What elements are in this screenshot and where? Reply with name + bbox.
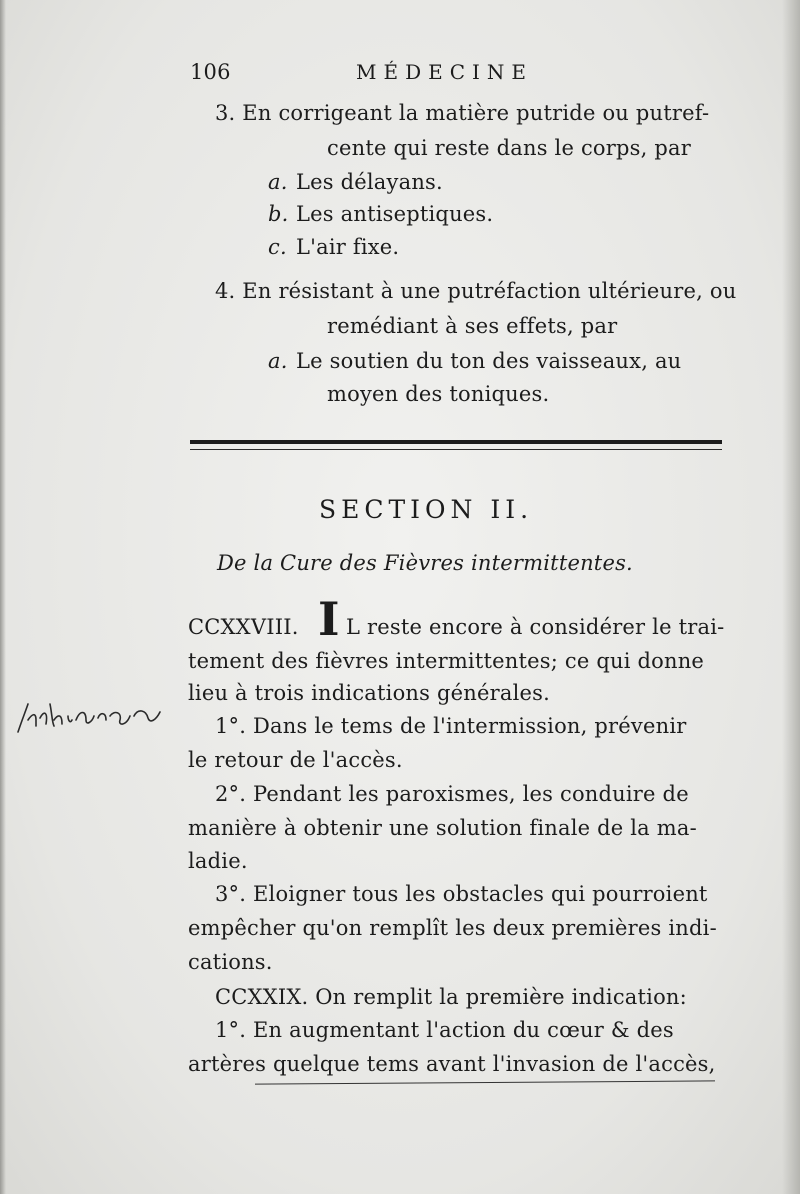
item-3-line-2: cente qui reste dans le corps, par [327, 136, 691, 160]
para1-line-3: lieu à trois indications générales. [188, 681, 550, 705]
item-3a-text: Les délayans. [296, 170, 443, 194]
section-rule-thin [190, 449, 722, 450]
section-title: SECTION II. [319, 495, 534, 524]
item-4a-line-1: Le soutien du ton des vaisseaux, au [296, 349, 682, 373]
item-3b-text: Les antiseptiques. [296, 202, 494, 226]
drop-capital: I [318, 592, 340, 646]
handwritten-underline [255, 1080, 715, 1084]
page-left-edge-shadow [0, 0, 6, 1194]
item-3b-marker: b. [268, 202, 289, 226]
item-4-line-1: 4. En résistant à une putréfaction ultérieure, ou [215, 279, 737, 303]
paragraph-ccxxix-line-1: CCXXIX. On remplit la première indication: [215, 985, 687, 1009]
indication-1-line-1: 1°. Dans le tems de l'intermission, prévenir [215, 714, 687, 738]
paragraph-ccxxix-line-2: 1°. En augmentant l'action du cœur & des [215, 1018, 674, 1042]
indication-1-line-2: le retour de l'accès. [188, 748, 403, 772]
item-3c-marker: c. [268, 235, 287, 259]
indication-2-line-1: 2°. Pendant les paroxismes, les conduire de [215, 782, 689, 806]
indication-3-line-3: cations. [188, 950, 273, 974]
item-4-line-2: remédiant à ses effets, par [327, 314, 618, 338]
paragraph-number-ccxxviii: CCXXVIII. [188, 615, 299, 639]
item-4a-line-2: moyen des toniques. [327, 382, 550, 406]
item-4a-marker: a. [268, 349, 288, 373]
running-title: MÉDECINE [356, 60, 534, 84]
item-3c-text: L'air fixe. [296, 235, 400, 259]
para1-line-2: tement des fièvres intermittentes; ce qui donne [188, 649, 705, 673]
section-subtitle: De la Cure des Fièvres intermittentes. [217, 551, 633, 575]
handwritten-margin-note [14, 690, 164, 740]
section-rule-thick [190, 440, 722, 444]
indication-3-line-2: empêcher qu'on remplît les deux premières indi- [188, 916, 717, 940]
paragraph-ccxxix-line-3: artères quelque tems avant l'invasion de l'accès, [188, 1052, 716, 1076]
indication-3-line-1: 3°. Eloigner tous les obstacles qui pourroient [215, 882, 708, 906]
page-number: 106 [190, 60, 231, 84]
page-right-edge-shadow [782, 0, 800, 1194]
indication-2-line-2: manière à obtenir une solution finale de la ma- [188, 816, 697, 840]
indication-2-line-3: ladie. [188, 849, 248, 873]
item-3a-marker: a. [268, 170, 288, 194]
para1-line-1: L reste encore à considérer le trai- [346, 615, 725, 639]
item-3-line-1: 3. En corrigeant la matière putride ou putref- [215, 101, 710, 125]
